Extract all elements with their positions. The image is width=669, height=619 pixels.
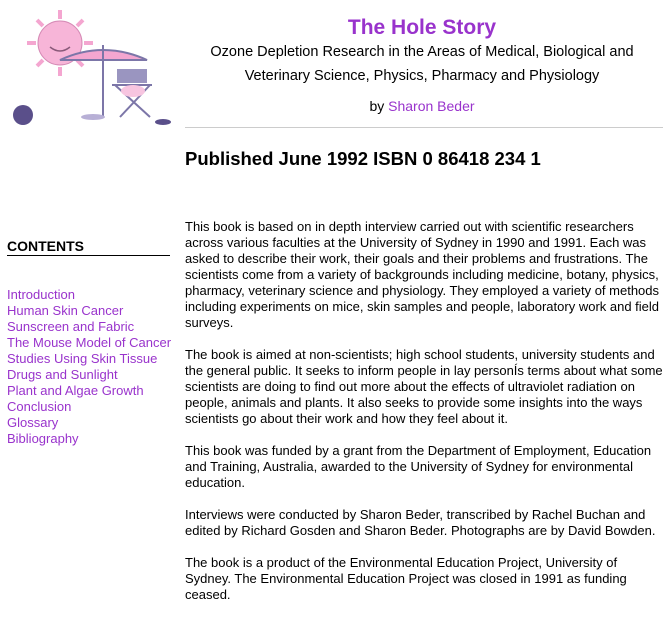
beach-ball-icon <box>13 105 33 125</box>
nav-link-introduction[interactable]: Introduction <box>7 287 75 302</box>
nav-link-glossary[interactable]: Glossary <box>7 415 59 430</box>
nav-link-conclusion[interactable]: Conclusion <box>7 399 72 414</box>
nav-link-plant-algae[interactable]: Plant and Algae Growth <box>7 383 144 398</box>
paragraph: The book is a product of the Environmental Education Project, University of Sydney. The Environmental Education Project was closed in 1991 as funding ceased. <box>185 555 627 602</box>
by-label: by <box>369 98 389 114</box>
paragraph: The book is aimed at non-scientists; high school students, university students and the general public. It seeks to inform people in lay personÍs terms about what some scientists are doing to find out more about the effects of ultraviolet radiation on people, animals and plants. It also seeks to provide some insights into the ways scientists go about their work and how they feel about it. <box>185 347 663 426</box>
subtitle-line: Veterinary Science, Physics, Pharmacy and Physiology <box>244 68 600 84</box>
nav-link-human-skin-cancer[interactable]: Human Skin Cancer <box>7 303 124 318</box>
paragraph: Interviews were conducted by Sharon Beder, transcribed by Rachel Buchan and edited by Richard Gosden and Sharon Beder. Photographs are by David Bowden. <box>185 507 656 538</box>
nav-link-bibliography[interactable]: Bibliography <box>7 431 79 446</box>
paragraph: This book is based on in depth interview carried out with scientific researchers across various faculties at the University of Sydney in 1990 and 1991. Each was asked to describe their work, their goals and their problems and frustrations. The scientists come from a variety of backgrounds including medicine, botany, physics, pharmacy, veterinary science and physiology. They employed a variety of methods including experiments on mice, skin samples and people, laboratory work and field surveys. <box>185 219 660 330</box>
subtitle-line: Ozone Depletion Research in the Areas of Medical, Biological and <box>210 44 634 60</box>
page-title: The Hole Story <box>347 16 497 39</box>
sun-icon <box>27 10 93 76</box>
sun-beach-illustration <box>5 5 175 130</box>
byline <box>180 98 664 114</box>
nav-link-drugs-sunlight[interactable]: Drugs and Sunlight <box>7 367 118 382</box>
nav-link-sunscreen-fabric[interactable]: Sunscreen and Fabric <box>7 319 135 334</box>
page-subtitle <box>180 40 664 88</box>
chair-icon <box>112 69 152 117</box>
author-link[interactable]: Sharon Beder <box>388 98 475 114</box>
contents-nav <box>7 287 172 447</box>
divider <box>185 127 663 128</box>
nav-link-mouse-model[interactable]: The Mouse Model of Cancer <box>7 335 172 350</box>
main-content <box>185 219 665 619</box>
nav-link-skin-tissue[interactable]: Studies Using Skin Tissue <box>7 351 158 366</box>
publication-info: Published June 1992 ISBN 0 86418 234 1 <box>185 148 541 169</box>
paragraph: This book was funded by a grant from the Department of Employment, Education and Training, Australia, awarded to the University of Sydney for environmental education. <box>185 443 652 490</box>
contents-heading: CONTENTS <box>7 238 170 256</box>
